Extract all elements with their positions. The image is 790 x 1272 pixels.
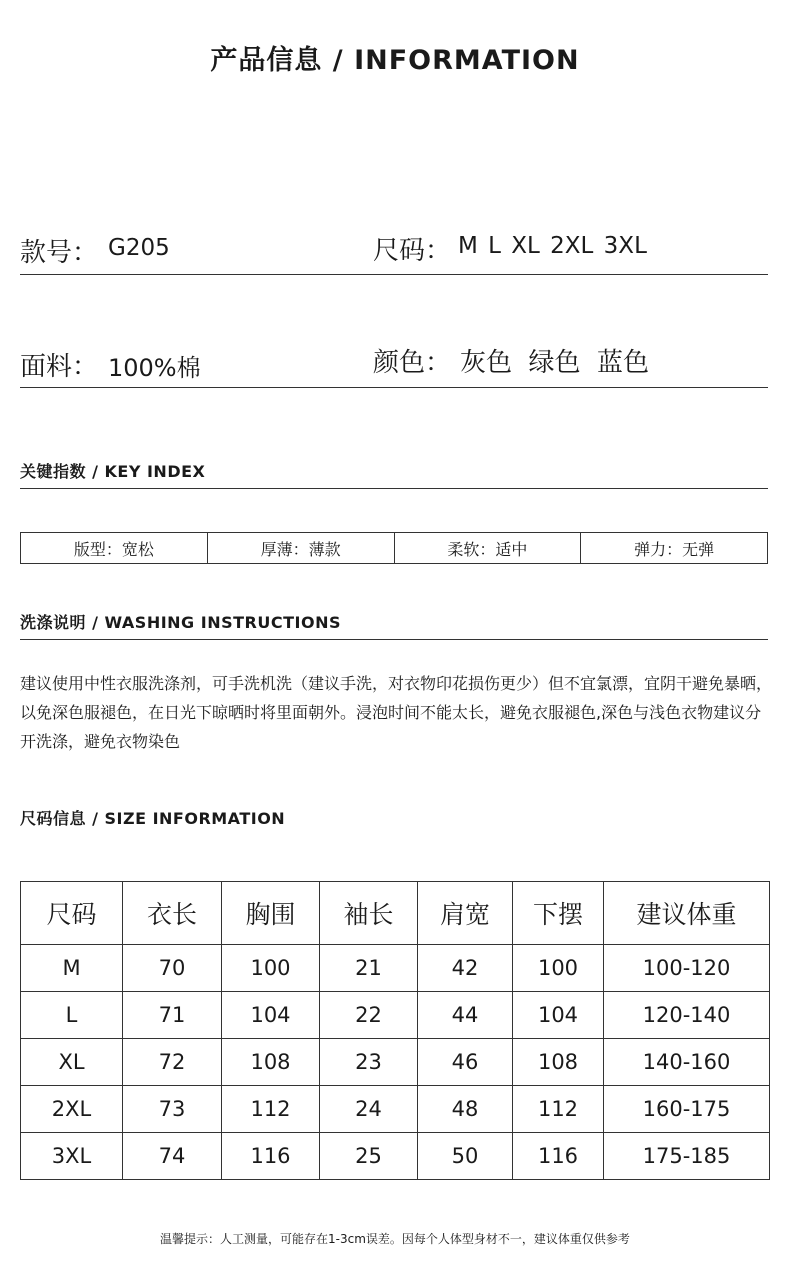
washing-instructions-text: 建议使用中性衣服洗涤剂，可手洗机洗（建议手洗，对衣物印花损伤更少）但不宜氯漂，宜阴干避免暴晒，以免深色服褪色，在日光下晾晒时将里面朝外。浸泡时间不能太长，避免衣服褪色,深色与浅色衣物建议分开洗涤，避免衣物染色 bbox=[20, 674, 773, 751]
table-row bbox=[21, 1039, 770, 1086]
cell-length: 74 bbox=[123, 1133, 222, 1180]
cell-shoulder: 46 bbox=[418, 1039, 513, 1086]
key-index-elasticity: 弹力：无弹 bbox=[634, 539, 715, 559]
cell-sleeve: 24 bbox=[320, 1086, 418, 1133]
divider bbox=[20, 274, 768, 275]
header-hem: 下摆 bbox=[513, 882, 604, 945]
table-row bbox=[21, 992, 770, 1039]
cell-length: 73 bbox=[123, 1086, 222, 1133]
key-index-fit: 版型：宽松 bbox=[21, 533, 208, 563]
cell-chest: 100 bbox=[222, 945, 320, 992]
table-row bbox=[21, 1133, 770, 1180]
cell-size: 3XL bbox=[21, 1133, 123, 1180]
header-weight: 建议体重 bbox=[604, 882, 770, 945]
cell-weight: 100-120 bbox=[604, 945, 770, 992]
cell-weight: 175-185 bbox=[604, 1133, 770, 1180]
cell-chest: 112 bbox=[222, 1086, 320, 1133]
cell-chest: 116 bbox=[222, 1133, 320, 1180]
divider bbox=[20, 639, 768, 640]
color-label: 颜色： bbox=[373, 348, 452, 378]
fabric-label: 面料： bbox=[20, 352, 99, 382]
cell-shoulder: 50 bbox=[418, 1133, 513, 1180]
header-sleeve: 袖长 bbox=[320, 882, 418, 945]
cell-weight: 160-175 bbox=[604, 1086, 770, 1133]
divider bbox=[20, 488, 768, 489]
style-number-label: 款号： bbox=[20, 238, 99, 268]
cell-length: 70 bbox=[123, 945, 222, 992]
cell-hem: 112 bbox=[513, 1086, 604, 1133]
cell-weight: 140-160 bbox=[604, 1039, 770, 1086]
cell-weight: 120-140 bbox=[604, 992, 770, 1039]
size-table-header-row bbox=[21, 882, 770, 945]
header-shoulder: 肩宽 bbox=[418, 882, 513, 945]
key-index-table bbox=[20, 532, 768, 564]
size-info-title: 尺码信息 / SIZE INFORMATION bbox=[20, 809, 286, 828]
cell-length: 72 bbox=[123, 1039, 222, 1086]
cell-hem: 104 bbox=[513, 992, 604, 1039]
cell-hem: 100 bbox=[513, 945, 604, 992]
cell-size: M bbox=[21, 945, 123, 992]
cell-chest: 104 bbox=[222, 992, 320, 1039]
table-row bbox=[21, 945, 770, 992]
cell-shoulder: 48 bbox=[418, 1086, 513, 1133]
footer-note: 温馨提示：人工测量，可能存在1-3cm误差。因每个人体型身材不一，建议体重仅供参考 bbox=[160, 1232, 630, 1246]
cell-sleeve: 25 bbox=[320, 1133, 418, 1180]
header-length: 衣长 bbox=[123, 882, 222, 945]
header-size: 尺码 bbox=[21, 882, 123, 945]
page-title: 产品信息 / INFORMATION bbox=[210, 45, 580, 76]
cell-size: L bbox=[21, 992, 123, 1039]
cell-chest: 108 bbox=[222, 1039, 320, 1086]
cell-size: 2XL bbox=[21, 1086, 123, 1133]
key-index-softness: 柔软：适中 bbox=[395, 533, 582, 563]
cell-sleeve: 23 bbox=[320, 1039, 418, 1086]
cell-hem: 116 bbox=[513, 1133, 604, 1180]
key-index-title: 关键指数 / KEY INDEX bbox=[20, 462, 206, 481]
cell-sleeve: 22 bbox=[320, 992, 418, 1039]
size-label: 尺码： bbox=[373, 236, 452, 266]
divider bbox=[20, 387, 768, 388]
cell-hem: 108 bbox=[513, 1039, 604, 1086]
fabric-value: 100%棉 bbox=[108, 354, 201, 382]
key-index-thickness: 厚薄：薄款 bbox=[208, 533, 395, 563]
table-row bbox=[21, 1086, 770, 1133]
cell-shoulder: 44 bbox=[418, 992, 513, 1039]
washing-title: 洗涤说明 / WASHING INSTRUCTIONS bbox=[20, 613, 341, 632]
cell-length: 71 bbox=[123, 992, 222, 1039]
size-table bbox=[20, 881, 770, 1180]
color-value: 灰色 绿色 蓝色 bbox=[460, 348, 650, 378]
header-chest: 胸围 bbox=[222, 882, 320, 945]
style-number-value: G205 bbox=[108, 235, 170, 261]
size-value: M L XL 2XL 3XL bbox=[458, 233, 647, 259]
cell-size: XL bbox=[21, 1039, 123, 1086]
cell-shoulder: 42 bbox=[418, 945, 513, 992]
cell-sleeve: 21 bbox=[320, 945, 418, 992]
